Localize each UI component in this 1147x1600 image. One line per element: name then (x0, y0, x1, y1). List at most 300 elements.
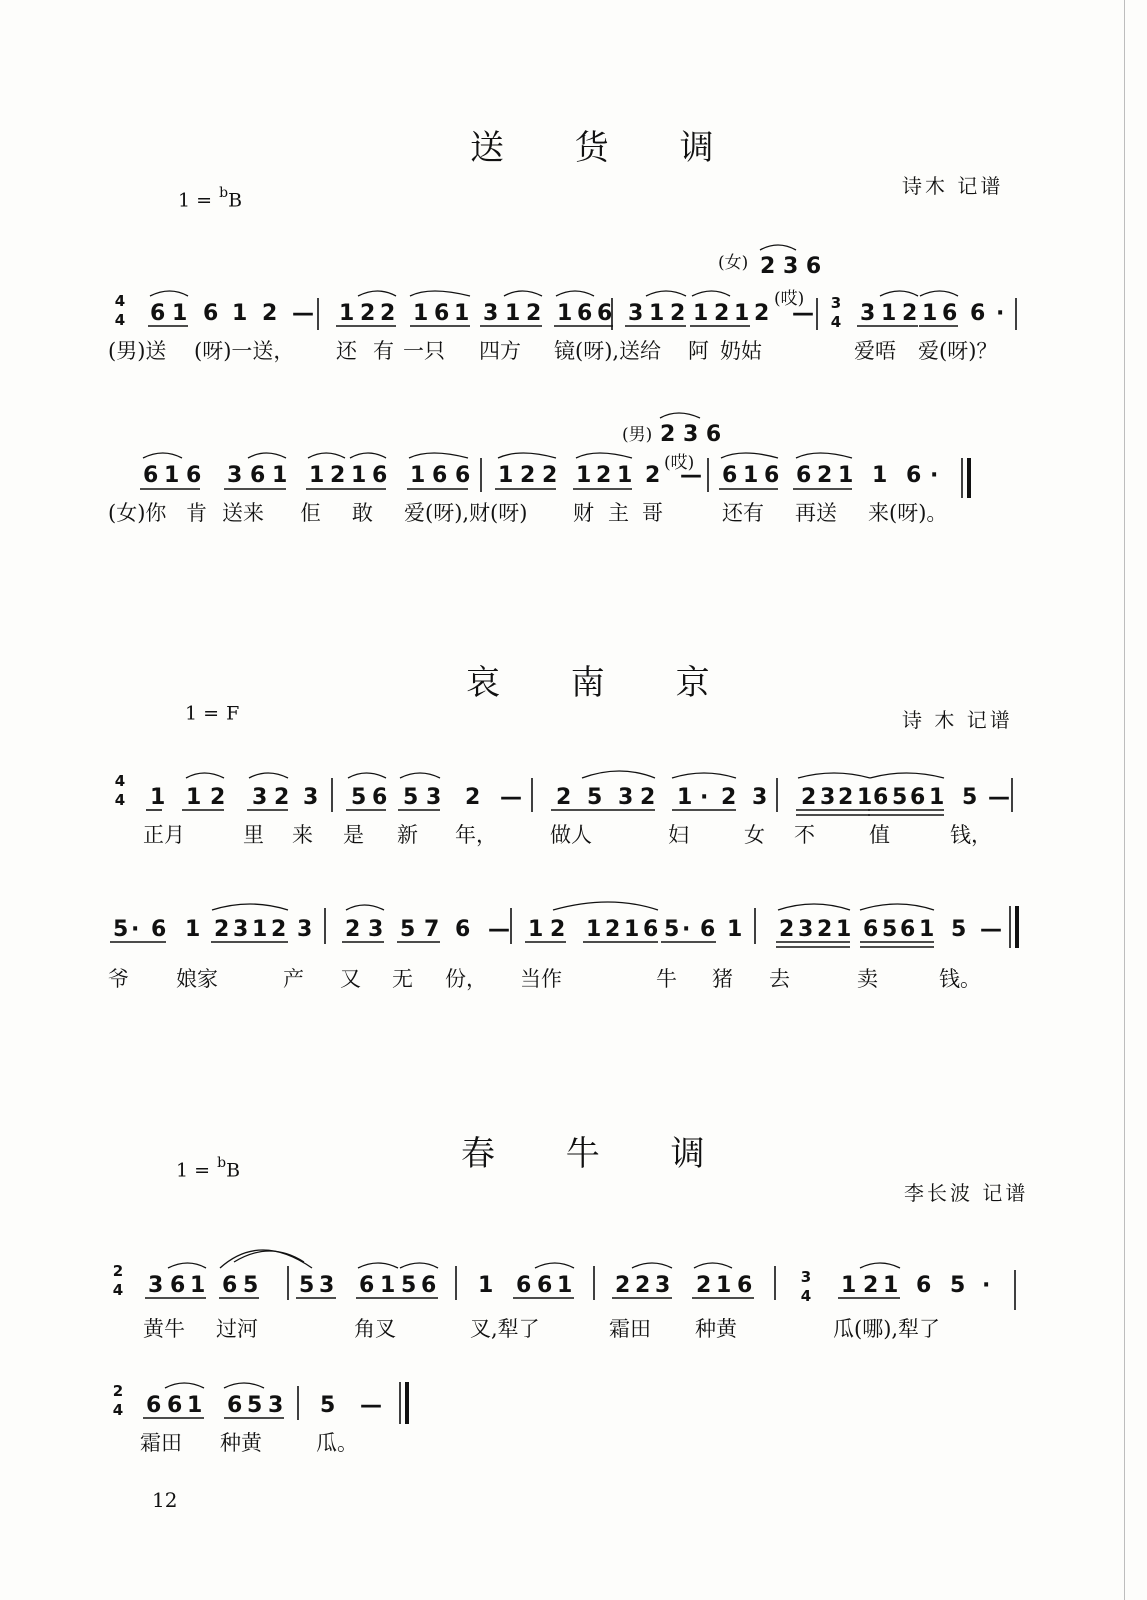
staff-line (115, 771, 1012, 848)
lyric-syllable: 四方 (479, 339, 521, 363)
note: 1 (413, 301, 429, 326)
note: 1 (309, 463, 325, 488)
slur (165, 1383, 204, 1388)
note: 6 (764, 463, 780, 488)
lyric-syllable: 奶姑 (720, 339, 762, 363)
note: 1 (185, 917, 201, 942)
note: 5 (882, 917, 898, 942)
note: 1 (187, 1393, 203, 1418)
slur (224, 1383, 264, 1388)
dash-sustain: — (500, 785, 522, 810)
note: 6 (700, 917, 716, 942)
note: 6 (873, 785, 889, 810)
lyric-syllable: 再送 (795, 501, 837, 525)
lyric-syllable: 叉,犁了 (470, 1317, 540, 1341)
note: 1 (505, 301, 521, 326)
note: 2 (605, 917, 621, 942)
note: 6 (863, 917, 879, 942)
time-sig-top: 4 (114, 772, 126, 790)
note: 2 (640, 785, 656, 810)
note: 3 (655, 1273, 671, 1298)
note: 5 (962, 785, 978, 810)
lyric-syllable: 不 (794, 823, 815, 847)
slur (535, 1263, 574, 1268)
slur (632, 1263, 672, 1268)
note: 2 (542, 463, 558, 488)
flat-sign: b (219, 185, 229, 201)
lyric-syllable: 猪 (712, 967, 733, 991)
lyric-syllable: 当作 (520, 967, 562, 991)
slur (672, 773, 736, 778)
slur (346, 905, 384, 910)
note: 1 (576, 463, 592, 488)
note: 2 (345, 917, 361, 942)
time-sig-top: 3 (830, 294, 842, 312)
note: 1 (528, 917, 544, 942)
note: 1 (929, 785, 945, 810)
slur (248, 453, 286, 458)
dash-sustain: — (980, 917, 1002, 942)
note: 3 (227, 463, 243, 488)
note: 2 (210, 785, 226, 810)
lyric-syllable: (男)送 (108, 339, 167, 363)
note: 1 (919, 917, 935, 942)
note: 1 (883, 1273, 899, 1298)
lyric-syllable: 份， (445, 967, 487, 991)
note: 2 (801, 785, 817, 810)
note: 6 (372, 463, 388, 488)
note: 5 (351, 785, 367, 810)
note: 1 (190, 1273, 206, 1298)
note: 6 (643, 917, 659, 942)
note: 1 (498, 463, 514, 488)
staff-line (108, 245, 1016, 364)
grace-notes: 2 3 6 (760, 254, 822, 279)
slur (692, 291, 730, 296)
interjection: (哎) (774, 289, 805, 309)
slur (798, 773, 870, 778)
time-sig-bottom: 4 (114, 311, 126, 329)
lyric-syllable: 主 (608, 501, 629, 525)
dot-augment: · (700, 785, 709, 810)
note: 2 (214, 917, 230, 942)
note: 6 (942, 301, 958, 326)
time-sig-bottom: 4 (114, 791, 126, 809)
slur (186, 773, 224, 778)
lyric-syllable: 女 (744, 823, 765, 847)
lyric-syllable: (呀)一送， (194, 339, 295, 363)
slur (721, 453, 778, 458)
dash-sustain: — (360, 1393, 382, 1418)
note: 3 (148, 1273, 164, 1298)
note: 3 (752, 785, 768, 810)
lyric-syllable: 爱唔 (854, 339, 896, 363)
slur (880, 291, 918, 296)
note: 6 (516, 1273, 532, 1298)
note: 2 (615, 1273, 631, 1298)
lyric-syllable: 钱。 (939, 967, 981, 991)
note: 1 (586, 917, 602, 942)
note: 3 (483, 301, 499, 326)
slur (410, 291, 470, 296)
note: 6 (222, 1273, 238, 1298)
lyric-syllable: 财 (573, 501, 594, 525)
note: 7 (424, 917, 440, 942)
song-credit: 诗 木 记谱 (902, 708, 1013, 732)
slur (400, 1263, 438, 1268)
note: 5 (247, 1393, 263, 1418)
staff-line (113, 1382, 407, 1455)
note: 6 (146, 1393, 162, 1418)
note: 1 (617, 463, 633, 488)
note: 1 (272, 463, 288, 488)
note: 6 (186, 463, 202, 488)
note: 5 (950, 1273, 966, 1298)
note: 3 (820, 785, 836, 810)
lyric-syllable: 角叉 (354, 1317, 396, 1341)
note: 5 (320, 1393, 336, 1418)
note: 6 (151, 917, 167, 942)
note: 3 (303, 785, 319, 810)
note: 5 (664, 917, 680, 942)
lyric-syllable: 一只 (403, 339, 445, 363)
note: 1 (857, 785, 873, 810)
dot-augment: · (131, 917, 140, 942)
lyric-syllable: 送来 (222, 501, 264, 525)
note: 6 (167, 1393, 183, 1418)
note: 6 (170, 1273, 186, 1298)
time-sig-bottom: 4 (800, 1287, 812, 1305)
note: 6 (203, 301, 219, 326)
note: 2 (380, 301, 396, 326)
note: 6 (916, 1273, 932, 1298)
voice-tag: (女) (718, 253, 749, 273)
lyric-syllable: 过河 (216, 1317, 258, 1341)
note: 1 (693, 301, 709, 326)
time-sig-top: 2 (112, 1382, 124, 1400)
slur (212, 904, 288, 910)
note: 2 (262, 301, 278, 326)
slur (860, 1263, 900, 1268)
lyric-syllable: 敢 (352, 501, 373, 525)
note: 2 (817, 917, 833, 942)
lyric-syllable: 种黄 (695, 1317, 737, 1341)
slur (504, 291, 542, 296)
lyric-syllable: 种黄 (220, 1431, 262, 1455)
lyric-syllable: (女)你 (108, 501, 167, 525)
note: 1 (743, 463, 759, 488)
note: 2 (465, 785, 481, 810)
note: 3 (319, 1273, 335, 1298)
interjection: (哎) (664, 453, 695, 473)
lyric-syllable: 做人 (550, 823, 592, 847)
slur (168, 1263, 206, 1268)
song-title: 春 牛 调 (461, 1134, 735, 1174)
note: 1 (649, 301, 665, 326)
note: 6 (577, 301, 593, 326)
note: 6 (906, 463, 922, 488)
dash-sustain: — (792, 301, 814, 326)
note: 3 (798, 917, 814, 942)
note: 2 (779, 917, 795, 942)
dot-augment: · (682, 917, 691, 942)
note: 6 (143, 463, 159, 488)
note: 3 (618, 785, 634, 810)
note: 6 (910, 785, 926, 810)
note: 2 (696, 1273, 712, 1298)
note: 6 (537, 1273, 553, 1298)
key-prefix: 1 = (185, 702, 226, 725)
note: 3 (368, 917, 384, 942)
note: 1 (624, 917, 640, 942)
note: 1 (716, 1273, 732, 1298)
lyric-syllable: 里 (243, 823, 264, 847)
slur (778, 904, 850, 910)
note: 2 (596, 463, 612, 488)
dot-augment: · (996, 301, 1005, 326)
slur (870, 773, 944, 778)
note: 3 (628, 301, 644, 326)
note: 6 (900, 917, 916, 942)
note: 6 (250, 463, 266, 488)
lyric-syllable: 钱， (950, 823, 992, 847)
note: 2 (645, 463, 661, 488)
lyric-syllable: 哥 (642, 501, 663, 525)
lyric-syllable: 爱(呀),财(呀) (404, 501, 528, 525)
dash-sustain: — (680, 463, 702, 488)
note: 6 (722, 463, 738, 488)
time-sig-bottom: 4 (112, 1281, 124, 1299)
note: 5 (400, 917, 416, 942)
note: 1 (841, 1273, 857, 1298)
key-note: F (226, 702, 240, 725)
slur (646, 291, 686, 296)
note: 3 (297, 917, 313, 942)
slur (358, 1263, 398, 1268)
note: 6 (970, 301, 986, 326)
lyric-syllable: 黄牛 (143, 1317, 185, 1341)
note: 6 (421, 1273, 437, 1298)
slur (308, 453, 345, 458)
note: 1 (727, 917, 743, 942)
note: 5 (403, 785, 419, 810)
lyric-syllable: 正月 (143, 823, 185, 847)
note: 1 (557, 301, 573, 326)
lyric-syllable: 有 (373, 339, 394, 363)
lyric-syllable: 产 (283, 967, 304, 991)
note: 2 (635, 1273, 651, 1298)
lyric-syllable: 去 (769, 967, 790, 991)
note: 2 (754, 301, 770, 326)
grace-notes: 2 3 6 (660, 422, 722, 447)
lyric-syllable: 卖 (857, 967, 878, 991)
note: 5 (243, 1273, 259, 1298)
note: 2 (863, 1273, 879, 1298)
lyric-syllable: 还 (336, 339, 357, 363)
lyric-syllable: 新 (397, 823, 418, 847)
lyric-syllable: 牛 (656, 967, 677, 991)
note: 5 (299, 1273, 315, 1298)
page-number: 12 (152, 1488, 178, 1512)
note: 3 (233, 917, 249, 942)
note: 6 (597, 301, 613, 326)
dash-sustain: — (292, 301, 314, 326)
note: 2 (714, 301, 730, 326)
lyric-syllable: 来 (292, 823, 313, 847)
slur (498, 453, 556, 458)
lyric-syllable: 是 (343, 823, 364, 847)
slur (150, 291, 188, 296)
time-sig-top: 3 (800, 1268, 812, 1286)
note: 2 (271, 917, 287, 942)
lyric-syllable: 霜田 (609, 1317, 651, 1341)
note: 1 (454, 301, 470, 326)
song-credit: 诗木 记谱 (902, 174, 1004, 198)
note: 3 (426, 785, 442, 810)
flat-sign: b (217, 1155, 227, 1171)
note: 1 (881, 301, 897, 326)
slur (694, 1263, 732, 1268)
note: 1 (922, 301, 938, 326)
lyric-syllable: 阿 (688, 339, 709, 363)
note: 2 (721, 785, 737, 810)
time-sig-top: 2 (112, 1262, 124, 1280)
song-credit: 李长波 记谱 (904, 1181, 1029, 1205)
note: 1 (872, 463, 888, 488)
note: 3 (252, 785, 268, 810)
lyric-syllable: 无 (392, 967, 413, 991)
note: 6 (359, 1273, 375, 1298)
note: 2 (520, 463, 536, 488)
lyric-syllable: 年， (455, 823, 497, 847)
lyric-syllable: 还有 (722, 501, 764, 525)
note: 3 (268, 1393, 284, 1418)
note: 6 (227, 1393, 243, 1418)
dot-augment: · (982, 1273, 991, 1298)
staff-line (108, 413, 969, 525)
note: 6 (372, 785, 388, 810)
time-sig-bottom: 4 (112, 1401, 124, 1419)
note: 1 (351, 463, 367, 488)
note: 2 (550, 917, 566, 942)
note: 1 (478, 1273, 494, 1298)
note: 1 (339, 301, 355, 326)
slur (796, 453, 852, 458)
time-sig-top: 4 (114, 292, 126, 310)
key-note: B (228, 189, 243, 212)
note: 1 (410, 463, 426, 488)
lyric-syllable: 镜(呀),送给 (554, 339, 662, 363)
time-sig-bottom: 4 (830, 313, 842, 331)
note: 5 (892, 785, 908, 810)
note: 6 (455, 917, 471, 942)
note: 2 (838, 785, 854, 810)
lyric-syllable: 爷 (108, 967, 129, 991)
note: 6 (796, 463, 812, 488)
slur (400, 773, 440, 778)
song-title: 哀 南 京 (466, 663, 740, 703)
note: 2 (556, 785, 572, 810)
note: 1 (232, 301, 248, 326)
note: 1 (734, 301, 750, 326)
lyric-syllable: 娘家 (176, 967, 218, 991)
slur (760, 245, 796, 250)
note: 6 (737, 1273, 753, 1298)
note: 2 (330, 463, 346, 488)
lyric-syllable: 佢 (300, 501, 321, 525)
slur (358, 291, 396, 296)
note: 3 (860, 301, 876, 326)
note: 1 (164, 463, 180, 488)
note: 6 (150, 301, 166, 326)
note: 1 (677, 785, 693, 810)
key-note: B (226, 1159, 241, 1182)
slur (409, 453, 468, 458)
lyric-syllable: 值 (869, 823, 890, 847)
lyric-syllable: 肯 (186, 501, 207, 525)
staff-line (108, 902, 1017, 992)
note: 5 (951, 917, 967, 942)
lyric-syllable: 霜田 (140, 1431, 182, 1455)
lyric-syllable: 又 (340, 967, 361, 991)
staff-line (113, 1250, 1015, 1341)
note: 2 (817, 463, 833, 488)
note: 2 (670, 301, 686, 326)
note: 1 (186, 785, 202, 810)
note: 2 (360, 301, 376, 326)
lyric-syllable: 爱(呀)？ (918, 339, 998, 363)
dash-sustain: — (488, 917, 510, 942)
note: 6 (432, 463, 448, 488)
slur (348, 773, 386, 778)
slur (660, 413, 700, 418)
note: 2 (526, 301, 542, 326)
voice-tag: (男) (622, 425, 653, 445)
slur (143, 453, 182, 458)
lyric-syllable: 来(呀)。 (868, 501, 948, 525)
note: 1 (557, 1273, 573, 1298)
slur (860, 904, 934, 910)
key-prefix: 1 = (178, 189, 219, 212)
key-prefix: 1 = (176, 1159, 217, 1182)
note: 2 (274, 785, 290, 810)
note: 5 (113, 917, 129, 942)
note: 6 (455, 463, 471, 488)
dash-sustain: — (988, 785, 1010, 810)
note: 1 (380, 1273, 396, 1298)
slur (553, 902, 658, 910)
slur (556, 291, 594, 296)
note: 1 (836, 917, 852, 942)
slur (920, 291, 958, 296)
dot-augment: · (930, 463, 939, 488)
note: 5 (401, 1273, 417, 1298)
slur (350, 453, 386, 458)
slur (582, 771, 655, 778)
note: 1 (252, 917, 268, 942)
slur (249, 773, 288, 778)
note: 2 (902, 301, 918, 326)
slur (576, 453, 632, 458)
song-title: 送 货 调 (470, 128, 744, 168)
lyric-syllable: 瓜。 (316, 1431, 358, 1455)
note: 6 (434, 301, 450, 326)
note: 1 (838, 463, 854, 488)
note: 1 (150, 785, 166, 810)
lyric-syllable: 妇 (668, 823, 689, 847)
lyric-syllable: 瓜(哪),犁了 (833, 1317, 941, 1341)
note: 1 (172, 301, 188, 326)
